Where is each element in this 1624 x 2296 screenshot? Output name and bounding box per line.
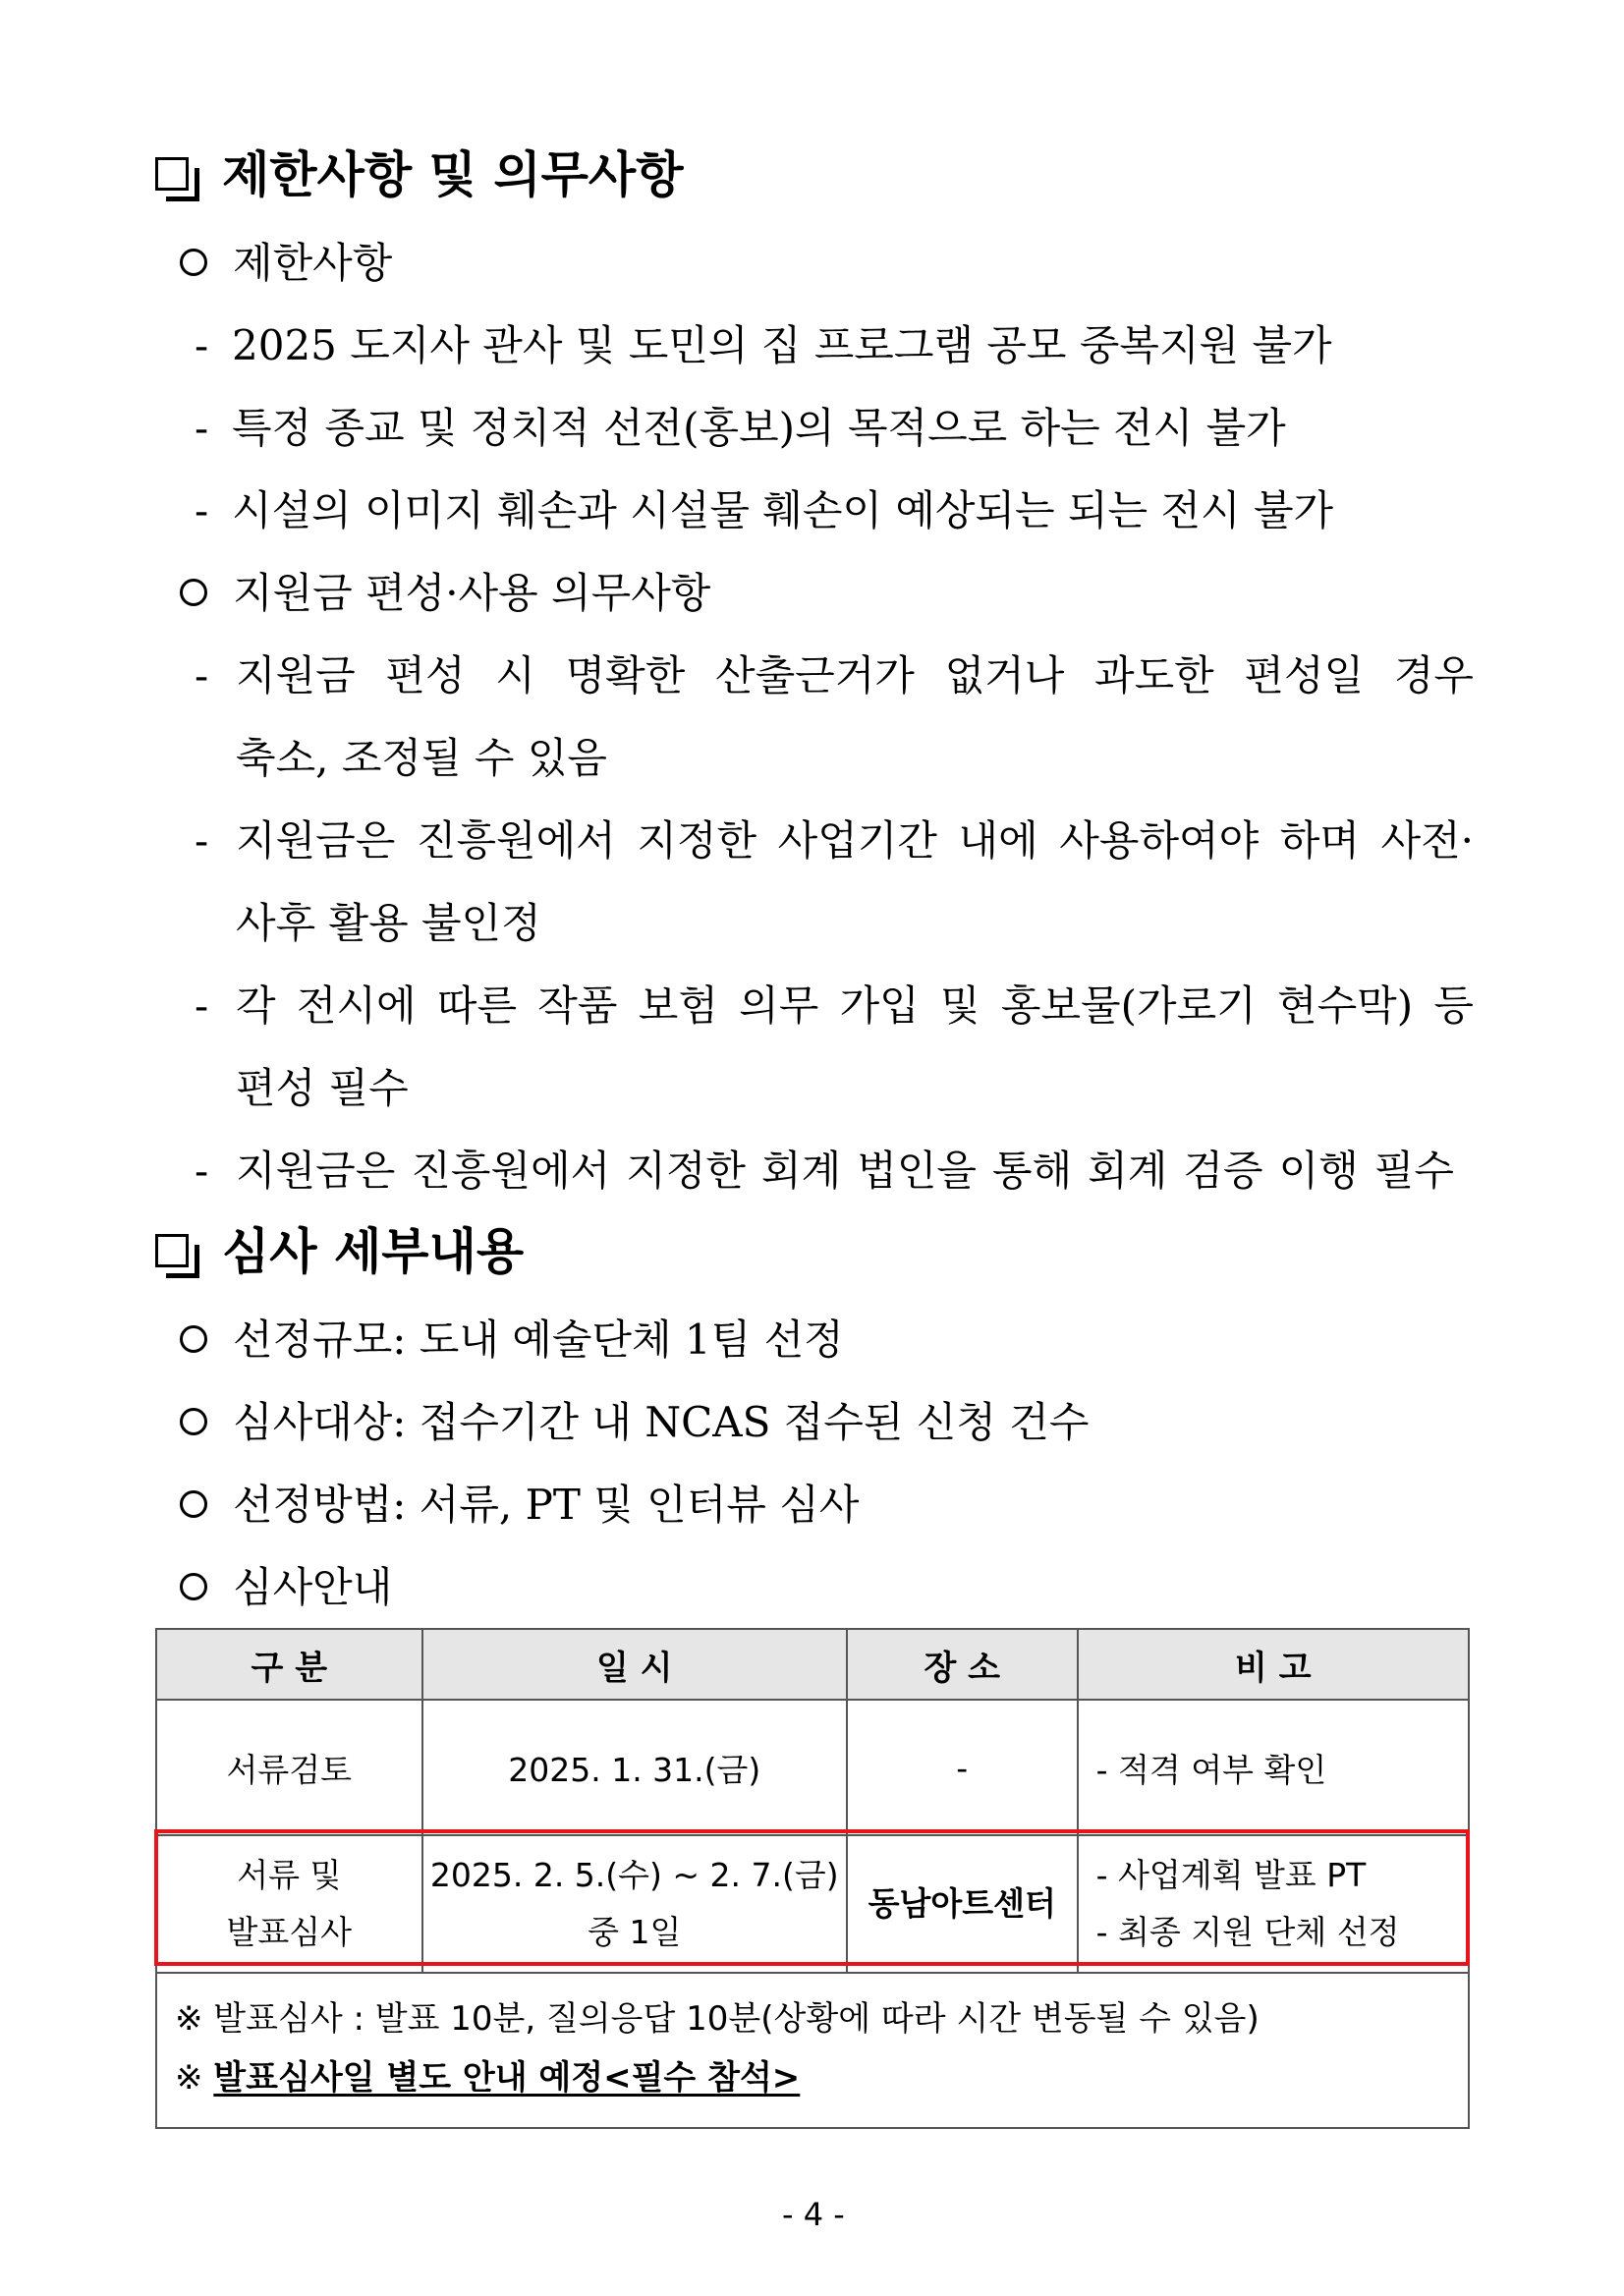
sub-heading (180, 1395, 1089, 1450)
table-notes (156, 1973, 1469, 2128)
list-item-line: 지원금은 진흥원에서 지정한 사업기간 내에 사용하여야 하며 사전· (236, 816, 1474, 865)
sub-heading (180, 566, 710, 621)
page-number: - 4 - (782, 2196, 845, 2233)
square-bullet-icon (155, 1234, 189, 1267)
table-row (156, 1700, 1469, 1835)
circle-bullet-icon (180, 1490, 207, 1518)
list-item: - (195, 1147, 209, 1195)
list-item: - 시설의 이미지 훼손과 시설물 훼손이 예상되는 되는 전시 불가 (195, 486, 1334, 534)
list-item: - 2025 도지사 관사 및 도민의 집 프로그램 공모 중복지원 불가 (195, 321, 1332, 369)
sub-heading (180, 1478, 859, 1533)
cell-date: 2025. 1. 31.(금) (422, 1700, 847, 1835)
sub-heading-text: 심사대상: 접수기간 내 NCAS 접수된 신청 건수 (233, 1398, 1090, 1446)
cell-category: 서류검토 (156, 1700, 422, 1835)
list-item: - 특정 종교 및 정치적 선전(홍보)의 목적으로 하는 전시 불가 (195, 404, 1286, 452)
sub-heading-text: 선정방법: 서류, PT 및 인터뷰 심사 (233, 1481, 860, 1529)
header-place: 장 소 (847, 1629, 1078, 1700)
list-item-line: 사후 활용 불인정 (236, 899, 541, 947)
sub-heading-text: 지원금 편성·사용 의무사항 (233, 569, 711, 617)
sub-heading-text: 제한사항 (233, 239, 393, 287)
note-line: ※ 발표심사일 별도 안내 예정<필수 참석> (175, 2058, 801, 2098)
section-title: 제한사항 및 의무사항 (222, 146, 684, 203)
cell-place: - (847, 1700, 1078, 1835)
list-item: - (195, 816, 209, 865)
list-item: - (195, 981, 209, 1030)
header-datetime: 일 시 (422, 1629, 847, 1700)
sub-heading (180, 236, 392, 291)
cell-date: 2025. 2. 5.(수) ~ 2. 7.(금) 중 1일 (422, 1835, 847, 1973)
sub-heading-text: 선정규모: 도내 예술단체 1팀 선정 (233, 1316, 844, 1364)
sub-heading (180, 1560, 392, 1615)
circle-bullet-icon (180, 1573, 207, 1600)
cell-remarks: - 적격 여부 확인 (1078, 1700, 1469, 1835)
sub-heading-text: 심사안내 (233, 1563, 393, 1611)
circle-bullet-icon (180, 1325, 207, 1353)
table-header-row (156, 1629, 1469, 1700)
highlight-box (154, 1829, 1470, 1966)
circle-bullet-icon (180, 579, 207, 606)
cell-remarks: - 사업계획 발표 PT - 최종 지원 단체 선정 (1078, 1835, 1469, 1973)
note-line: ※ 발표심사 : 발표 10분, 질의응답 10분(상황에 따라 시간 변동될 수 있음) (175, 1999, 1260, 2039)
table-notes-row (156, 1973, 1469, 2128)
list-item-line: 축소, 조정될 수 있음 (236, 734, 607, 782)
list-item: - (195, 651, 209, 700)
cell-category: 서류 및 발표심사 (156, 1835, 422, 1973)
list-item-line: 지원금은 진흥원에서 지정한 회계 법인을 통해 회계 검증 이행 필수 (236, 1147, 1454, 1195)
section-title: 심사 세부내용 (222, 1223, 525, 1280)
cell-place: 동남아트센터 (847, 1835, 1078, 1973)
list-item-line: 편성 필수 (236, 1064, 409, 1112)
square-bullet-icon (155, 157, 189, 191)
list-item-line: 지원금 편성 시 명확한 산출근거가 없거나 과도한 편성일 경우 (236, 651, 1474, 700)
circle-bullet-icon (180, 249, 207, 276)
sub-heading (180, 1313, 844, 1368)
header-remarks: 비 고 (1078, 1629, 1469, 1700)
header-category: 구 분 (156, 1629, 422, 1700)
circle-bullet-icon (180, 1408, 207, 1435)
list-item-line: 각 전시에 따른 작품 보험 의무 가입 및 홍보물(가로기 현수막) 등 (236, 981, 1474, 1030)
